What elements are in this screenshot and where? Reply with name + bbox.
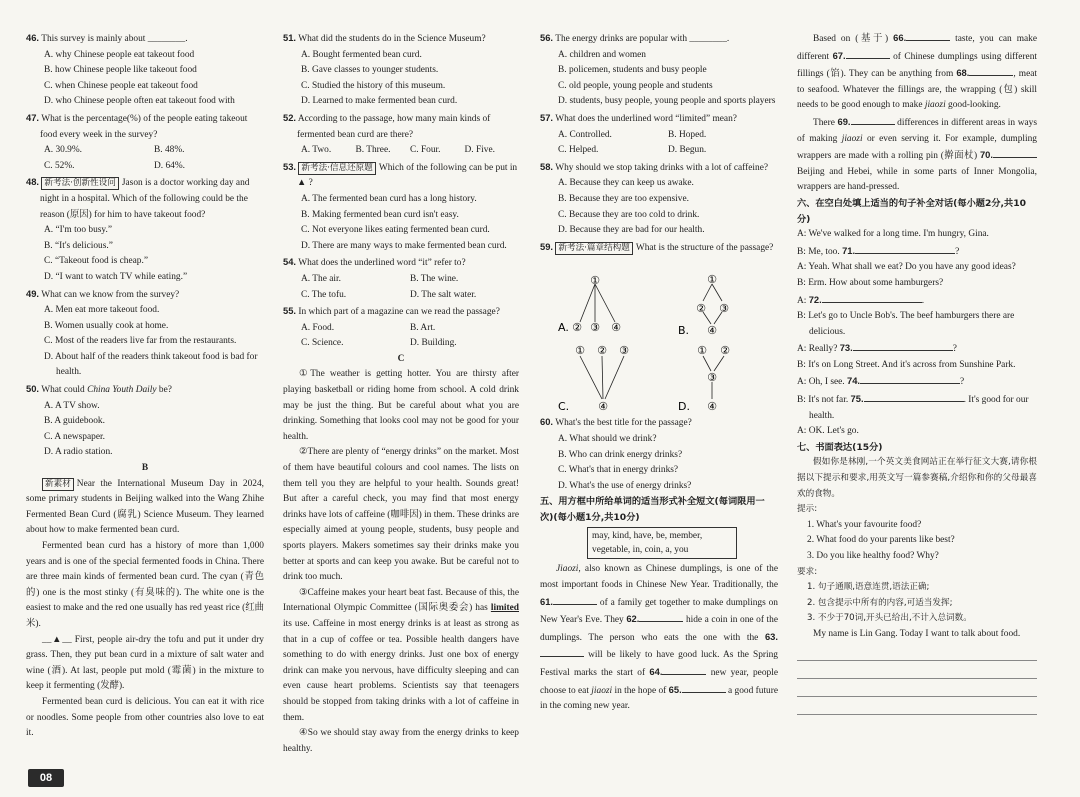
passage-b-paragraph-2: Fermented bean curd has a history of more than 1,000 years and is one of the special fermented foods in China. There are three main kinds of fermented bean curd. The cyan (青色的) one is the most stinky (有臭味的). The white one is the easiest to make and the red one usually has red yeast rice (红曲米). — [26, 541, 264, 629]
question-stem: Which of the following can be put in ▲ ? — [297, 162, 518, 189]
option-c[interactable]: C. Most of the readers live far from the restaurants. — [44, 336, 237, 347]
dialogue-line: A: Yeah. What shall we eat? Do you have any good ideas? — [797, 262, 1016, 273]
blank-68[interactable] — [969, 65, 1013, 76]
question-number: 60. — [540, 416, 554, 428]
option-a[interactable]: A. The fermented bean curd has a long history. — [301, 193, 477, 204]
question-60 — [540, 414, 778, 494]
option-a[interactable]: A. The air. — [301, 273, 341, 284]
option-b[interactable]: B. how Chinese people like takeout food — [44, 65, 197, 76]
node-4: ④ — [707, 400, 717, 414]
option-a[interactable]: A. Bought fermented bean curd. — [301, 49, 422, 60]
requirement-3: 3. 不少于70词,开头已给出,不计入总词数。 — [807, 613, 972, 624]
option-b[interactable]: B. Because they are too expensive. — [558, 193, 689, 204]
blank-number-72: 72. — [808, 293, 822, 305]
question-48 — [26, 174, 264, 285]
blank-71[interactable] — [855, 243, 955, 254]
option-c[interactable]: C. Science. — [301, 338, 344, 349]
node-2: ② — [720, 344, 730, 358]
question-58 — [540, 159, 778, 239]
blank-64[interactable] — [662, 664, 706, 675]
page-number-badge: 08 — [28, 769, 64, 787]
node-1: ① — [575, 344, 585, 358]
underlined-word: limited — [490, 603, 519, 614]
blank-63[interactable] — [540, 646, 584, 657]
question-stem: The energy drinks are popular with ________. — [555, 34, 730, 44]
question-number: 55. — [283, 305, 297, 317]
dialogue-line: B: Let's go to Uncle Bob's. The beef hamburgers there are delicious. — [797, 311, 1015, 337]
option-d[interactable]: D. There are many ways to make fermented bean curd. — [301, 240, 507, 251]
cloze-text: or even serving it. For example, dumpling wrappers are made with a rolling pin (擀面杖) — [797, 133, 1037, 162]
blank-number-67: 67. — [832, 49, 846, 61]
cloze-text: Based on (基于) — [813, 34, 894, 44]
newspaper-title: China Youth Daily — [87, 385, 157, 396]
question-54 — [283, 254, 519, 303]
passage-c-paragraph-4: ④So we should stay away from the energy drinks to keep healthy. — [283, 728, 519, 754]
blank-74[interactable] — [860, 373, 960, 384]
dialogue-line-74: A: Oh, I see. 74. ? — [797, 375, 965, 388]
option-a[interactable]: A. Men eat more takeout food. — [44, 305, 160, 316]
cloze-text: a good future in the coming new year. — [540, 685, 779, 712]
option-b[interactable]: B. A guidebook. — [44, 416, 105, 427]
dialogue-line-71: B: Me, too. 71. ? — [797, 244, 960, 257]
question-stem: What's the best title for the passage? — [555, 418, 692, 429]
diagram-c[interactable] — [558, 344, 629, 413]
writing-area[interactable] — [797, 643, 1037, 715]
node-3: ③ — [707, 371, 717, 385]
question-number: 53. — [283, 160, 297, 172]
cloze-text: of a family get together to make dumplings on New Year's Eve. They — [540, 597, 778, 626]
blank-number-66: 66. — [893, 32, 907, 43]
dialogue-line-72: A: 72. . — [797, 293, 925, 306]
dialogue-line: A: OK. Let's go. — [797, 426, 859, 437]
option-a[interactable]: A. What should we drink? — [558, 433, 657, 444]
option-b[interactable]: B. Three. — [355, 145, 391, 156]
passage-c-paragraph-2: ②There are plenty of “energy drinks” on the market. Most of them have beautiful colours and cool names. The lists on them tell you they are helpful to your health. Sounds great! But after a careful check, you may find that most energy drinks have lots of caffeine (咖啡因) in them. These drinks are especially aimed at young people, students, busy people and sports players. Makers sometimes say their drinks make you better at sports and can keep you awake. But be careful not to drink too much. — [283, 447, 519, 583]
cloze-paragraph-3 — [797, 114, 1037, 196]
node-3: ③ — [719, 302, 729, 316]
dialogue-line: B: It's on Long Street. And it's across from Sunshine Park. — [797, 359, 1016, 370]
hint-label: 提示: — [797, 504, 818, 515]
node-2: ② — [572, 321, 582, 335]
requirement-1: 1. 句子通顺,语意连贯,语法正确; — [807, 582, 930, 593]
column-3 — [540, 30, 778, 715]
node-4: ④ — [707, 324, 717, 338]
question-number: 56. — [540, 32, 554, 43]
blank-number-73: 73. — [839, 342, 853, 354]
paragraph-text-end: its use. Caffeine in most energy drinks is at least as strong as that in a cup of coffee or tea. Possible health dangers have something to do with energy drinks. Just one box of energy drink can make you nervous, have difficulty sleeping and can even cause heart problems. Scientists say that teenagers should be stopped from taking drinks with a lot of caffeine in them. — [283, 618, 519, 723]
cloze-text: will be likely to have good luck. As the Spring Festival marks the start of — [540, 650, 778, 679]
hint-2: 2. What food do your parents like best? — [807, 535, 955, 546]
question-number: 54. — [283, 256, 297, 268]
paragraph-text: ③Caffeine makes your heart beat fast. Because of this, the International Olympic Committee (国际奥委会) has — [283, 587, 519, 614]
node-3: ③ — [590, 321, 600, 335]
writing-line[interactable] — [797, 697, 1037, 715]
cloze-text: differences in different areas in ways of making — [797, 117, 1038, 144]
cloze-text: in the hope of — [612, 685, 669, 696]
blank-number-61: 61. — [540, 595, 554, 607]
dialogue-line-75: B: It's not far. 75. . It's good for our health. — [797, 393, 1029, 421]
node-1: ① — [707, 273, 717, 287]
question-stem: Jason is a doctor working day and night in a hospital. Which of the following could be the reason (原因) for him to have takeout food? — [40, 178, 250, 220]
passage-b-paragraph-1 — [26, 477, 264, 539]
question-52 — [283, 110, 519, 159]
cloze-text: Beijing and Hebei, while in some parts of Inner Mongolia, wrappers are hand-pressed. — [797, 166, 1037, 193]
cloze-text: There — [813, 117, 838, 128]
question-stem: What is the percentage(%) of the people eating takeout food every week in the survey? — [40, 113, 248, 140]
question-49 — [26, 286, 264, 382]
section-heading-7: 七、书面表达(15分) — [797, 441, 883, 453]
node-3: ③ — [619, 344, 629, 358]
cloze-paragraph-2 — [797, 30, 1037, 114]
option-d[interactable]: D. students, busy people, young people and sports players — [558, 96, 776, 107]
cloze-text: new year, people choose to eat — [540, 668, 778, 696]
blank-66[interactable] — [906, 30, 950, 41]
question-53 — [283, 159, 519, 255]
cloze-text: hide a coin in one of the dumplings. The person who eats the one with the — [540, 615, 778, 643]
question-stem-end: be? — [156, 385, 172, 396]
italic-word: jiaozi — [924, 100, 946, 111]
blank-number-64: 64. — [649, 666, 663, 678]
node-2: ② — [696, 302, 706, 316]
option-c[interactable]: C. Helped. — [558, 145, 599, 156]
node-4: ④ — [598, 400, 608, 414]
writing-line[interactable] — [797, 661, 1037, 679]
option-d[interactable]: D. A radio station. — [44, 447, 113, 458]
column-4 — [797, 30, 1037, 715]
section-heading-b: B — [141, 463, 149, 474]
cloze-text: , also known as Chinese dumplings, is one of the most important foods in Chinese New Year. Traditionally, the — [540, 564, 778, 591]
blank-number-71: 71. — [842, 244, 856, 256]
blank-number-74: 74. — [847, 375, 861, 387]
option-c[interactable]: C. Four. — [410, 145, 441, 156]
option-b[interactable]: B. Who can drink energy drinks? — [558, 449, 683, 460]
option-c[interactable]: C. What's that in energy drinks? — [558, 465, 679, 476]
passage-c-paragraph-1: ①The weather is getting hotter. You are thirsty after playing basketball or riding home from school. A cold drink may be just the thing. But be careful about what you are drinking. Something that looks cool may not be good for your health. — [283, 369, 519, 442]
paragraph-text: Near the International Museum Day in 2024, some primary students in Beijing walked into the Wang Zhihe Fermented Bean Curd (腐乳) Science Museum. They learned about how to make fermented bean curd. — [26, 478, 264, 536]
passage-c-paragraph-3 — [283, 586, 519, 726]
question-number: 52. — [283, 111, 297, 123]
option-d[interactable]: D. Five. — [464, 145, 495, 156]
blank-number-62: 62. — [626, 613, 640, 625]
node-1: ① — [697, 344, 707, 358]
option-d[interactable]: D. 64%. — [154, 160, 185, 171]
question-stem: What does the underlined word “it” refer to? — [298, 258, 466, 269]
diagram-d[interactable] — [678, 344, 730, 413]
question-number: 50. — [26, 383, 40, 395]
blank-69[interactable] — [851, 114, 895, 125]
diagram-label-c: C. — [558, 400, 570, 414]
blank-number-75: 75. — [850, 393, 864, 405]
option-d[interactable]: D. Begun. — [668, 145, 707, 156]
structure-diagram-svg — [540, 256, 778, 414]
cloze-text: good-looking. — [945, 100, 1001, 111]
option-c[interactable]: C. “Takeout food is cheap.” — [44, 256, 148, 267]
cloze-text: taste, you can make different — [797, 34, 1038, 62]
option-a[interactable]: A. 30.9%. — [44, 145, 83, 156]
blank-marker: __▲__ — [42, 634, 72, 645]
option-b[interactable]: B. Hoped. — [668, 129, 707, 140]
option-b[interactable]: B. Gave classes to younger students. — [301, 65, 439, 76]
question-stem: Why should we stop taking drinks with a lot of caffeine? — [555, 162, 769, 173]
option-a[interactable]: A. Controlled. — [558, 129, 612, 140]
essay-start: My name is Lin Gang. Today I want to talk about food. — [813, 628, 1021, 639]
option-a[interactable]: A. children and women — [558, 49, 646, 60]
option-c[interactable]: C. old people, young people and students — [558, 80, 713, 91]
question-tag: 新考法·信息还原题 — [298, 162, 375, 175]
cloze-text: , meat to seafood. Whatever the fillings are, the wrapping (包) skill needs to be good enough to make — [797, 69, 1037, 111]
writing-line[interactable] — [797, 643, 1037, 661]
option-a[interactable]: A. “I'm too busy.” — [44, 225, 112, 236]
option-a[interactable]: A. A TV show. — [44, 400, 100, 411]
question-50 — [26, 381, 264, 461]
question-46 — [26, 30, 264, 110]
writing-line[interactable] — [797, 679, 1037, 697]
question-stem: What does the underlined word “limited” mean? — [555, 113, 737, 124]
question-59 — [540, 239, 778, 415]
option-a[interactable]: A. Food. — [301, 322, 335, 333]
blank-62[interactable] — [639, 611, 683, 622]
passage-b-paragraph-4: Fermented bean curd is delicious. You can eat it with rice or noodles. Some people from other countries also love to eat it. — [26, 696, 264, 739]
option-c[interactable]: C. Because they are too cold to drink. — [558, 209, 700, 220]
question-stem: What can we know from the survey? — [41, 289, 180, 300]
option-c[interactable]: C. when Chinese people eat takeout food — [44, 80, 198, 91]
option-c[interactable]: C. A newspaper. — [44, 431, 105, 442]
blank-73[interactable] — [853, 340, 953, 351]
diagram-a[interactable] — [558, 274, 621, 334]
paragraph-text: First, people air-dry the tofu and put it under dry grass. Then, they put bean curd in a mixture of salt water and wine (酒). At last, people put mold (霉菌) in the mixture to keep it fermenting (发酵). — [26, 634, 264, 692]
blank-number-70: 70. — [979, 149, 993, 161]
blank-number-63: 63. — [764, 630, 778, 642]
option-d[interactable]: D. The salt water. — [410, 289, 477, 300]
question-stem: This survey is mainly about ________. — [41, 34, 188, 44]
column-1 — [26, 30, 264, 742]
question-stem: What is the structure of the passage? — [635, 242, 774, 253]
question-56 — [540, 30, 778, 110]
section-heading-6: 六、在空白处填上适当的句子补全对话(每小题2分,共10分) — [797, 197, 1026, 225]
node-1: ① — [590, 274, 600, 288]
question-stem: In which part of a magazine can we read the passage? — [298, 307, 500, 318]
option-a[interactable]: A. Because they can keep us awake. — [558, 178, 694, 189]
cloze-paragraph-1 — [540, 562, 778, 714]
question-number: 49. — [26, 287, 40, 299]
blank-61[interactable] — [553, 594, 597, 605]
node-4: ④ — [611, 321, 621, 335]
question-stem: According to the passage, how many main kinds of fermented bean curd are there? — [297, 113, 491, 140]
option-d[interactable]: D. Building. — [410, 338, 457, 349]
blank-75[interactable] — [864, 391, 964, 402]
requirement-label: 要求: — [797, 566, 818, 577]
blank-number-68: 68. — [956, 67, 970, 79]
blank-67[interactable] — [846, 48, 890, 59]
structure-diagrams — [540, 256, 778, 414]
hint-3: 3. Do you like healthy food? Why? — [807, 551, 939, 561]
option-c[interactable]: C. Studied the history of this museum. — [301, 80, 446, 91]
passage-tag: 新素材 — [42, 478, 74, 491]
italic-word: jiaozi — [591, 685, 613, 696]
question-number: 48. — [26, 176, 40, 188]
blank-65[interactable] — [682, 682, 726, 693]
question-number: 57. — [540, 111, 554, 123]
option-b[interactable]: B. policemen, students and busy people — [558, 65, 707, 76]
column-2 — [283, 30, 519, 757]
diagram-label-b: B. — [678, 324, 690, 338]
blank-72[interactable] — [822, 292, 922, 303]
dialogue-line: B: Erm. How about some hamburgers? — [797, 277, 944, 288]
italic-word: jiaozi — [841, 133, 863, 144]
question-number: 59. — [540, 240, 554, 252]
option-d[interactable]: D. About half of the readers think takeout food is bad for health. — [44, 351, 258, 378]
question-57 — [540, 110, 778, 159]
option-b[interactable]: B. The wine. — [410, 273, 459, 284]
question-tag: 新考法·创新性设问 — [41, 177, 118, 190]
question-55 — [283, 303, 519, 352]
blank-70[interactable] — [993, 147, 1037, 158]
question-47 — [26, 110, 264, 174]
question-number: 58. — [540, 160, 554, 172]
dialogue-line: A: We've walked for a long time. I'm hungry, Gina. — [797, 229, 989, 240]
option-d[interactable]: D. Learned to make fermented bean curd. — [301, 96, 458, 107]
node-2: ② — [597, 344, 607, 358]
blank-number-65: 65. — [668, 683, 682, 695]
passage-b-paragraph-3 — [26, 633, 264, 695]
section-heading-c: C — [397, 353, 405, 364]
option-b[interactable]: B. Making fermented bean curd isn't easy. — [301, 209, 459, 220]
question-number: 47. — [26, 111, 40, 123]
writing-prompt: 假如你是林刚,一个英文美食网站正在举行征文大赛,请你根据以下提示和要求,用英文写一篇参赛稿,介绍你和你的父母最喜欢的食物。 — [797, 457, 1037, 499]
option-c[interactable]: C. Not everyone likes eating fermented bean curd. — [301, 225, 490, 236]
option-d[interactable]: D. What's the use of energy drinks? — [558, 480, 692, 491]
diagram-label-d: D. — [678, 400, 690, 414]
dialogue — [797, 227, 1037, 440]
blank-number-69: 69. — [837, 115, 851, 127]
diagram-label-a: A. — [558, 321, 569, 335]
option-d[interactable]: D. who Chinese people often eat takeout food with — [44, 96, 235, 107]
cloze-text: of Chinese dumplings using different fillings (馅). They can be anything from — [797, 51, 1037, 80]
question-stem: What did the students do in the Science Museum? — [298, 34, 486, 44]
italic-word: Jiaozi — [556, 564, 579, 575]
question-51 — [283, 30, 519, 110]
requirement-2: 2. 包含提示中所有的内容,可适当发挥; — [807, 597, 953, 608]
option-c[interactable]: C. The tofu. — [301, 289, 347, 300]
dialogue-line-73: A: Really? 73. ? — [797, 342, 957, 355]
section-heading-5: 五、用方框中所给单词的适当形式补全短文(每词限用一次)(每小题1分,共10分) — [540, 496, 765, 523]
option-b[interactable]: B. Art. — [410, 322, 436, 333]
option-b[interactable]: B. Women usually cook at home. — [44, 320, 169, 331]
option-a[interactable]: A. why Chinese people eat takeout food — [44, 49, 195, 60]
option-b[interactable]: B. “It's delicious.” — [44, 240, 113, 251]
option-d[interactable]: D. “I want to watch TV while eating.” — [44, 271, 188, 282]
option-a[interactable]: A. Two. — [301, 145, 332, 156]
word-bank-box: may, kind, have, be, member, vegetable, in, coin, a, you — [587, 527, 737, 559]
question-number: 51. — [283, 32, 297, 43]
question-number: 46. — [26, 32, 40, 43]
option-b[interactable]: B. 48%. — [154, 145, 185, 156]
diagram-b[interactable] — [678, 273, 729, 337]
question-tag: 新考法·篇章结构题 — [555, 242, 632, 255]
hint-1: 1. What's your favourite food? — [807, 519, 922, 530]
question-stem: What could — [41, 385, 88, 396]
option-d[interactable]: D. Because they are bad for our health. — [558, 225, 705, 236]
option-c[interactable]: C. 52%. — [44, 160, 75, 171]
